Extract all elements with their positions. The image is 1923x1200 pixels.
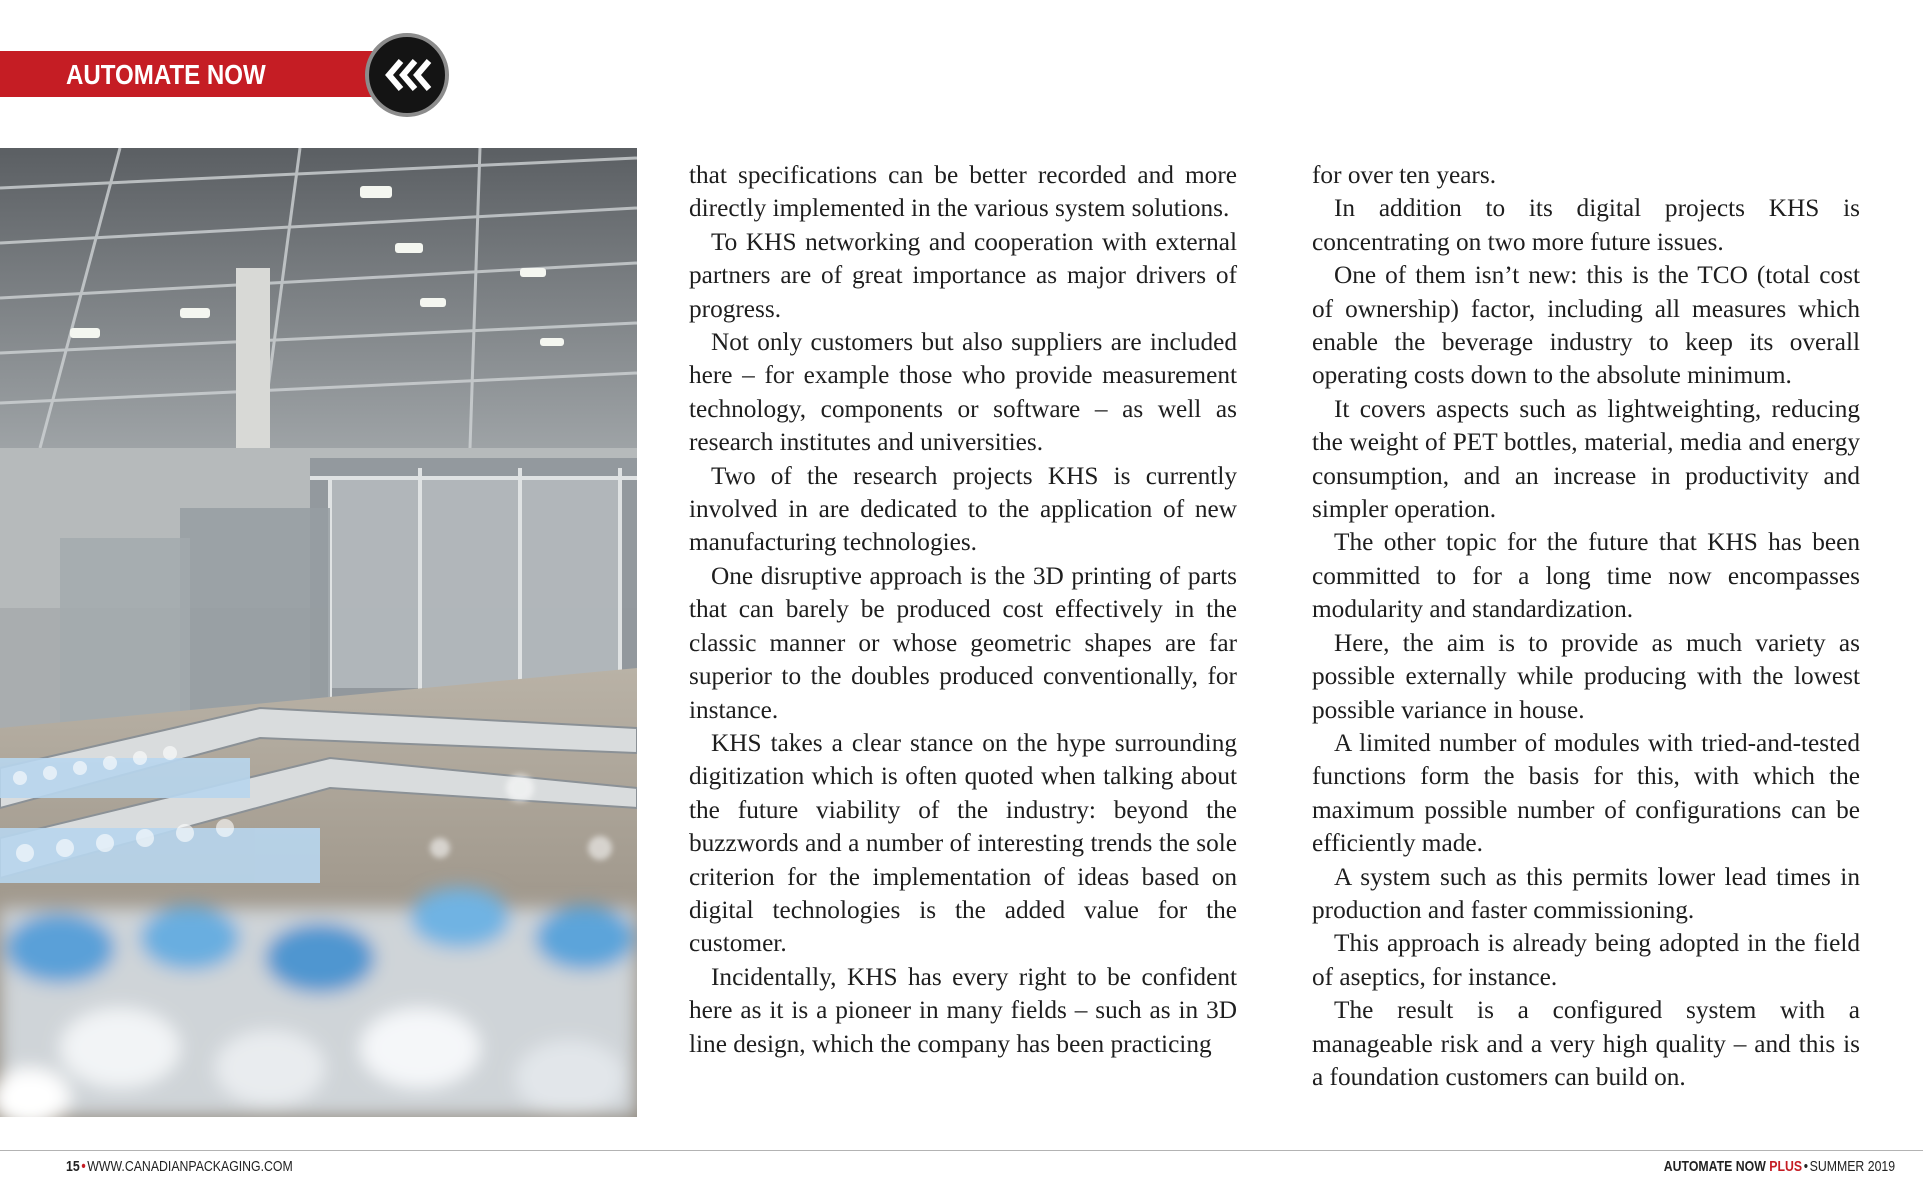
paragraph: A limited number of modules with tried-and-tested functions form the basis for this, with which the maximum possible number of configurations can be efficiently made. [1312, 728, 1860, 858]
paragraph: KHS takes a clear stance on the hype surrounding digitization which is often quoted when talking about the future viability of the industry: beyond the buzzwords and a number of interesting trends the sole criterion for the implementation of ideas based on digital technologies is the added value for the customer. [689, 728, 1237, 958]
article-column-1 [689, 159, 1237, 1061]
paragraph: for over ten years. [1312, 161, 1497, 189]
article-column-2 [1312, 159, 1860, 1094]
paragraph: Two of the research projects KHS is currently involved in are dedicated to the application of new manufacturing technologies. [689, 461, 1237, 557]
paragraph: The other topic for the future that KHS has been committed to for a long time now encompasses modularity and standardization. [1312, 528, 1860, 624]
paragraph: One disruptive approach is the 3D printing of parts that can barely be produced cost effectively in the classic manner or whose geometric shapes are far superior to the doubles produced conventionally, for instance. [689, 561, 1237, 724]
publication-accent: PLUS [1769, 1158, 1802, 1175]
paragraph: A system such as this permits lower lead times in production and faster commissioning. [1312, 862, 1860, 924]
publication-name: AUTOMATE NOW [1663, 1158, 1766, 1175]
paragraph: Incidentally, KHS has every right to be confident here as it is a pioneer in many fields – such as in 3D line design, which the company has been practicing [689, 962, 1237, 1058]
footer-divider [0, 1150, 1923, 1151]
section-banner [0, 51, 392, 97]
page-number: 15 [66, 1158, 80, 1175]
paragraph: that specifications can be better recorded and more directly implemented in the various system solutions. [689, 161, 1237, 223]
issue-date: SUMMER 2019 [1809, 1158, 1895, 1175]
section-title: AUTOMATE NOW [66, 59, 266, 90]
bottling-plant-photo [0, 148, 637, 1117]
triple-chevron-left-icon[interactable] [365, 33, 449, 117]
footer-left [66, 1158, 293, 1178]
paragraph: It covers aspects such as lightweighting, reducing the weight of PET bottles, material, media and energy consumption, and an increase in productivity and simpler operation. [1312, 394, 1860, 524]
paragraph: Here, the aim is to provide as much variety as possible externally while producing with the lowest possible variance in house. [1312, 628, 1860, 724]
bullet-icon: • [81, 1158, 86, 1175]
bullet-icon: • [1803, 1158, 1808, 1175]
website-link[interactable]: WWW.CANADIANPACKAGING.COM [87, 1158, 293, 1175]
paragraph: To KHS networking and cooperation with external partners are of great importance as major drivers of progress. [689, 227, 1237, 323]
paragraph: In addition to its digital projects KHS is concentrating on two more future issues. [1312, 194, 1860, 256]
paragraph: The result is a configured system with a manageable risk and a very high quality – and this is a foundation customers can build on. [1312, 996, 1860, 1091]
paragraph: Not only customers but also suppliers are included here – for example those who provide measurement technology, components or software – as well as research institutes and universities. [689, 328, 1237, 457]
paragraph: One of them isn’t new: this is the TCO (total cost of ownership) factor, including all measures which enable the beverage industry to keep its overall operating costs down to the absolute minimum. [1312, 261, 1860, 390]
paragraph: This approach is already being adopted in the field of aseptics, for instance. [1312, 929, 1860, 991]
footer-right [1664, 1158, 1895, 1178]
